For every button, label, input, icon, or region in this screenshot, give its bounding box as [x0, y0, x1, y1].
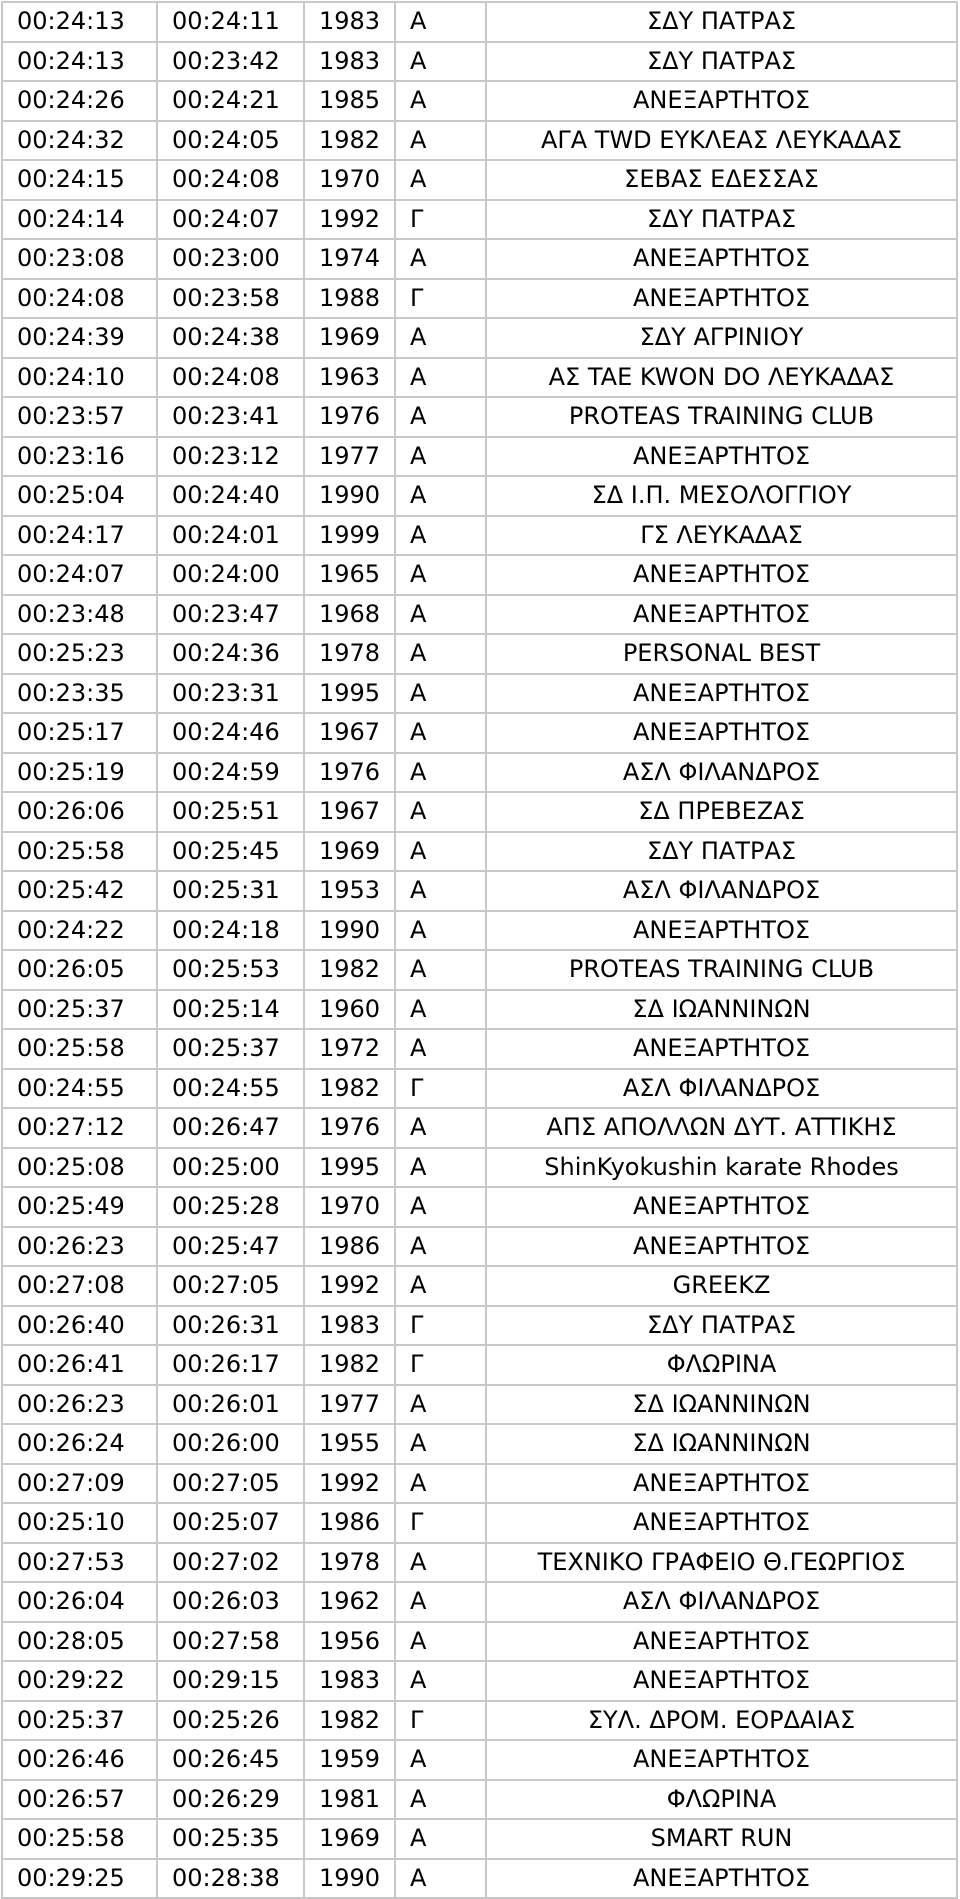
club-cell: ΑΣΛ ΦΙΛΑΝΔΡΟΣ	[486, 871, 957, 911]
table-row	[2, 911, 957, 951]
club-cell: ΤΕΧΝΙΚΟ ΓΡΑΦΕΙΟ Θ.ΓΕΩΡΓΙΟΣ	[486, 1543, 957, 1583]
gender-cell: Γ	[395, 279, 486, 319]
club-cell: ΑΝΕΞΑΡΤΗΤΟΣ	[486, 911, 957, 951]
table-row	[2, 792, 957, 832]
gender-cell: Α	[395, 753, 486, 793]
chip-time-cell: 00:24:07	[157, 200, 304, 240]
gender-cell: Α	[395, 832, 486, 872]
birth-year-cell: 1995	[304, 1148, 395, 1188]
club-cell: ΣΔΥ ΠΑΤΡΑΣ	[486, 1306, 957, 1346]
table-row	[2, 437, 957, 477]
chip-time-cell: 00:24:08	[157, 160, 304, 200]
table-row	[2, 595, 957, 635]
birth-year-cell: 1985	[304, 81, 395, 121]
club-cell: ΑΝΕΞΑΡΤΗΤΟΣ	[486, 81, 957, 121]
chip-time-cell: 00:24:05	[157, 121, 304, 161]
gun-time-cell: 00:24:08	[2, 279, 157, 319]
gun-time-cell: 00:25:37	[2, 990, 157, 1030]
club-cell: ΣΥΛ. ΔΡΟΜ. ΕΟΡΔΑΙΑΣ	[486, 1701, 957, 1741]
gender-cell: Α	[395, 950, 486, 990]
birth-year-cell: 1995	[304, 674, 395, 714]
gender-cell: Α	[395, 1227, 486, 1267]
club-cell: ΣΔ Ι.Π. ΜΕΣΟΛΟΓΓΙΟΥ	[486, 476, 957, 516]
gun-time-cell: 00:26:04	[2, 1582, 157, 1622]
gender-cell: Α	[395, 437, 486, 477]
gun-time-cell: 00:27:09	[2, 1464, 157, 1504]
birth-year-cell: 1969	[304, 1819, 395, 1859]
table-row	[2, 476, 957, 516]
chip-time-cell: 00:27:58	[157, 1622, 304, 1662]
table-row	[2, 950, 957, 990]
birth-year-cell: 1999	[304, 516, 395, 556]
gun-time-cell: 00:24:39	[2, 318, 157, 358]
chip-time-cell: 00:27:05	[157, 1464, 304, 1504]
gun-time-cell: 00:24:15	[2, 160, 157, 200]
birth-year-cell: 1982	[304, 1345, 395, 1385]
club-cell: PERSONAL BEST	[486, 634, 957, 674]
chip-time-cell: 00:23:12	[157, 437, 304, 477]
gender-cell: Α	[395, 1187, 486, 1227]
table-row	[2, 279, 957, 319]
club-cell: ΑΝΕΞΑΡΤΗΤΟΣ	[486, 1503, 957, 1543]
club-cell: ΦΛΩΡΙΝΑ	[486, 1780, 957, 1820]
birth-year-cell: 1992	[304, 200, 395, 240]
birth-year-cell: 1982	[304, 1701, 395, 1741]
club-cell: PROTEAS TRAINING CLUB	[486, 950, 957, 990]
table-row	[2, 1819, 957, 1859]
club-cell: ΣΔΥ ΠΑΤΡΑΣ	[486, 200, 957, 240]
club-cell: ΣΔΥ ΠΑΤΡΑΣ	[486, 42, 957, 82]
chip-time-cell: 00:25:45	[157, 832, 304, 872]
chip-time-cell: 00:25:26	[157, 1701, 304, 1741]
results-table-body	[2, 2, 957, 1898]
gun-time-cell: 00:25:19	[2, 753, 157, 793]
gun-time-cell: 00:23:16	[2, 437, 157, 477]
gun-time-cell: 00:26:23	[2, 1385, 157, 1425]
table-row	[2, 1503, 957, 1543]
gender-cell: Α	[395, 595, 486, 635]
gun-time-cell: 00:28:05	[2, 1622, 157, 1662]
chip-time-cell: 00:29:15	[157, 1661, 304, 1701]
club-cell: ΑΝΕΞΑΡΤΗΤΟΣ	[486, 1464, 957, 1504]
gender-cell: Α	[395, 318, 486, 358]
club-cell: ΑΝΕΞΑΡΤΗΤΟΣ	[486, 1187, 957, 1227]
chip-time-cell: 00:24:00	[157, 555, 304, 595]
table-row	[2, 1266, 957, 1306]
birth-year-cell: 1967	[304, 713, 395, 753]
gun-time-cell: 00:24:32	[2, 121, 157, 161]
gender-cell: Α	[395, 1148, 486, 1188]
club-cell: ΑΝΕΞΑΡΤΗΤΟΣ	[486, 713, 957, 753]
gender-cell: Α	[395, 1661, 486, 1701]
club-cell: ΣΔ ΠΡΕΒΕΖΑΣ	[486, 792, 957, 832]
gun-time-cell: 00:26:41	[2, 1345, 157, 1385]
club-cell: ΑΝΕΞΑΡΤΗΤΟΣ	[486, 1859, 957, 1899]
chip-time-cell: 00:26:47	[157, 1108, 304, 1148]
chip-time-cell: 00:24:38	[157, 318, 304, 358]
chip-time-cell: 00:24:18	[157, 911, 304, 951]
birth-year-cell: 1976	[304, 1108, 395, 1148]
birth-year-cell: 1962	[304, 1582, 395, 1622]
table-row	[2, 832, 957, 872]
table-row	[2, 1227, 957, 1267]
birth-year-cell: 1990	[304, 911, 395, 951]
table-row	[2, 397, 957, 437]
birth-year-cell: 1982	[304, 950, 395, 990]
chip-time-cell: 00:28:38	[157, 1859, 304, 1899]
chip-time-cell: 00:23:47	[157, 595, 304, 635]
chip-time-cell: 00:27:05	[157, 1266, 304, 1306]
table-row	[2, 1582, 957, 1622]
gun-time-cell: 00:24:10	[2, 358, 157, 398]
birth-year-cell: 1990	[304, 476, 395, 516]
club-cell: ΑΣΛ ΦΙΛΑΝΔΡΟΣ	[486, 1582, 957, 1622]
gender-cell: Α	[395, 911, 486, 951]
table-row	[2, 634, 957, 674]
birth-year-cell: 1976	[304, 753, 395, 793]
gender-cell: Α	[395, 358, 486, 398]
table-row	[2, 1859, 957, 1899]
gender-cell: Α	[395, 1859, 486, 1899]
chip-time-cell: 00:26:29	[157, 1780, 304, 1820]
table-row	[2, 1424, 957, 1464]
table-row	[2, 1345, 957, 1385]
gender-cell: Α	[395, 1543, 486, 1583]
club-cell: ΑΝΕΞΑΡΤΗΤΟΣ	[486, 239, 957, 279]
table-row	[2, 990, 957, 1030]
table-row	[2, 1661, 957, 1701]
table-row	[2, 1069, 957, 1109]
chip-time-cell: 00:25:28	[157, 1187, 304, 1227]
chip-time-cell: 00:26:03	[157, 1582, 304, 1622]
chip-time-cell: 00:24:21	[157, 81, 304, 121]
birth-year-cell: 1972	[304, 1029, 395, 1069]
club-cell: ΑΝΕΞΑΡΤΗΤΟΣ	[486, 1622, 957, 1662]
table-row	[2, 42, 957, 82]
table-row	[2, 1622, 957, 1662]
chip-time-cell: 00:25:14	[157, 990, 304, 1030]
birth-year-cell: 1976	[304, 397, 395, 437]
table-row	[2, 121, 957, 161]
club-cell: ΣΕΒΑΣ ΕΔΕΣΣΑΣ	[486, 160, 957, 200]
club-cell: ΑΝΕΞΑΡΤΗΤΟΣ	[486, 1227, 957, 1267]
club-cell: ΑΝΕΞΑΡΤΗΤΟΣ	[486, 279, 957, 319]
gun-time-cell: 00:24:17	[2, 516, 157, 556]
gun-time-cell: 00:25:58	[2, 832, 157, 872]
birth-year-cell: 1965	[304, 555, 395, 595]
birth-year-cell: 1959	[304, 1740, 395, 1780]
birth-year-cell: 1983	[304, 1306, 395, 1346]
gun-time-cell: 00:26:23	[2, 1227, 157, 1267]
gender-cell: Γ	[395, 200, 486, 240]
gun-time-cell: 00:23:35	[2, 674, 157, 714]
gun-time-cell: 00:24:07	[2, 555, 157, 595]
gun-time-cell: 00:27:12	[2, 1108, 157, 1148]
gun-time-cell: 00:24:22	[2, 911, 157, 951]
table-row	[2, 200, 957, 240]
gender-cell: Α	[395, 1424, 486, 1464]
chip-time-cell: 00:24:46	[157, 713, 304, 753]
chip-time-cell: 00:26:45	[157, 1740, 304, 1780]
birth-year-cell: 1977	[304, 437, 395, 477]
table-row	[2, 1701, 957, 1741]
chip-time-cell: 00:25:31	[157, 871, 304, 911]
club-cell: ΑΝΕΞΑΡΤΗΤΟΣ	[486, 437, 957, 477]
club-cell: ShinKyokushin karate Rhodes	[486, 1148, 957, 1188]
gun-time-cell: 00:25:17	[2, 713, 157, 753]
club-cell: ΣΔΥ ΑΓΡΙΝΙΟΥ	[486, 318, 957, 358]
table-row	[2, 1029, 957, 1069]
table-row	[2, 555, 957, 595]
birth-year-cell: 1963	[304, 358, 395, 398]
gun-time-cell: 00:25:37	[2, 1701, 157, 1741]
birth-year-cell: 1978	[304, 634, 395, 674]
table-row	[2, 516, 957, 556]
birth-year-cell: 1970	[304, 160, 395, 200]
birth-year-cell: 1978	[304, 1543, 395, 1583]
table-row	[2, 1543, 957, 1583]
birth-year-cell: 1968	[304, 595, 395, 635]
gender-cell: Α	[395, 2, 486, 42]
gun-time-cell: 00:25:10	[2, 1503, 157, 1543]
table-row	[2, 674, 957, 714]
birth-year-cell: 1981	[304, 1780, 395, 1820]
club-cell: ΑΝΕΞΑΡΤΗΤΟΣ	[486, 595, 957, 635]
club-cell: ΑΝΕΞΑΡΤΗΤΟΣ	[486, 555, 957, 595]
club-cell: ΑΣΛ ΦΙΛΑΝΔΡΟΣ	[486, 753, 957, 793]
gun-time-cell: 00:25:04	[2, 476, 157, 516]
birth-year-cell: 1955	[304, 1424, 395, 1464]
gender-cell: Γ	[395, 1503, 486, 1543]
gun-time-cell: 00:25:58	[2, 1819, 157, 1859]
table-row	[2, 160, 957, 200]
gender-cell: Α	[395, 42, 486, 82]
gender-cell: Γ	[395, 1345, 486, 1385]
birth-year-cell: 1977	[304, 1385, 395, 1425]
gender-cell: Α	[395, 1464, 486, 1504]
gender-cell: Γ	[395, 1306, 486, 1346]
club-cell: ΣΔ ΙΩΑΝΝΙΝΩΝ	[486, 1385, 957, 1425]
gun-time-cell: 00:27:53	[2, 1543, 157, 1583]
gun-time-cell: 00:24:14	[2, 200, 157, 240]
gun-time-cell: 00:23:08	[2, 239, 157, 279]
gender-cell: Α	[395, 397, 486, 437]
gender-cell: Γ	[395, 1701, 486, 1741]
table-row	[2, 1108, 957, 1148]
club-cell: ΦΛΩΡΙΝΑ	[486, 1345, 957, 1385]
gender-cell: Α	[395, 1582, 486, 1622]
gun-time-cell: 00:23:57	[2, 397, 157, 437]
gender-cell: Α	[395, 239, 486, 279]
chip-time-cell: 00:25:47	[157, 1227, 304, 1267]
chip-time-cell: 00:23:31	[157, 674, 304, 714]
gender-cell: Γ	[395, 1069, 486, 1109]
chip-time-cell: 00:23:41	[157, 397, 304, 437]
gender-cell: Α	[395, 1622, 486, 1662]
table-row	[2, 753, 957, 793]
club-cell: ΑΓΑ TWD ΕΥΚΛΕΑΣ ΛΕΥΚΑΔΑΣ	[486, 121, 957, 161]
chip-time-cell: 00:26:31	[157, 1306, 304, 1346]
gender-cell: Α	[395, 792, 486, 832]
gun-time-cell: 00:24:26	[2, 81, 157, 121]
club-cell: ΑΣ TAE KWON DO ΛΕΥΚΑΔΑΣ	[486, 358, 957, 398]
table-row	[2, 2, 957, 42]
birth-year-cell: 1988	[304, 279, 395, 319]
club-cell: PROTEAS TRAINING CLUB	[486, 397, 957, 437]
gun-time-cell: 00:26:05	[2, 950, 157, 990]
gender-cell: Α	[395, 674, 486, 714]
table-row	[2, 713, 957, 753]
gender-cell: Α	[395, 1740, 486, 1780]
club-cell: ΑΠΣ ΑΠΟΛΛΩΝ ΔΥΤ. ΑΤΤΙΚΗΣ	[486, 1108, 957, 1148]
birth-year-cell: 1982	[304, 1069, 395, 1109]
gender-cell: Α	[395, 1108, 486, 1148]
birth-year-cell: 1969	[304, 318, 395, 358]
chip-time-cell: 00:24:40	[157, 476, 304, 516]
birth-year-cell: 1974	[304, 239, 395, 279]
birth-year-cell: 1982	[304, 121, 395, 161]
gender-cell: Α	[395, 990, 486, 1030]
table-row	[2, 358, 957, 398]
birth-year-cell: 1960	[304, 990, 395, 1030]
club-cell: ΣΔ ΙΩΑΝΝΙΝΩΝ	[486, 1424, 957, 1464]
table-row	[2, 1740, 957, 1780]
chip-time-cell: 00:24:01	[157, 516, 304, 556]
birth-year-cell: 1967	[304, 792, 395, 832]
gender-cell: Α	[395, 634, 486, 674]
birth-year-cell: 1986	[304, 1503, 395, 1543]
gender-cell: Α	[395, 555, 486, 595]
chip-time-cell: 00:25:53	[157, 950, 304, 990]
gun-time-cell: 00:25:08	[2, 1148, 157, 1188]
chip-time-cell: 00:25:07	[157, 1503, 304, 1543]
gun-time-cell: 00:23:48	[2, 595, 157, 635]
club-cell: ΑΣΛ ΦΙΛΑΝΔΡΟΣ	[486, 1069, 957, 1109]
gender-cell: Α	[395, 81, 486, 121]
gender-cell: Α	[395, 1780, 486, 1820]
gun-time-cell: 00:26:57	[2, 1780, 157, 1820]
gun-time-cell: 00:25:58	[2, 1029, 157, 1069]
chip-time-cell: 00:25:51	[157, 792, 304, 832]
gender-cell: Α	[395, 1266, 486, 1306]
gun-time-cell: 00:26:06	[2, 792, 157, 832]
gun-time-cell: 00:29:22	[2, 1661, 157, 1701]
birth-year-cell: 1983	[304, 42, 395, 82]
chip-time-cell: 00:23:42	[157, 42, 304, 82]
chip-time-cell: 00:24:59	[157, 753, 304, 793]
club-cell: ΣΔΥ ΠΑΤΡΑΣ	[486, 832, 957, 872]
club-cell: ΓΣ ΛΕΥΚΑΔΑΣ	[486, 516, 957, 556]
birth-year-cell: 1992	[304, 1464, 395, 1504]
gender-cell: Α	[395, 476, 486, 516]
chip-time-cell: 00:23:58	[157, 279, 304, 319]
table-row	[2, 81, 957, 121]
birth-year-cell: 1956	[304, 1622, 395, 1662]
chip-time-cell: 00:24:11	[157, 2, 304, 42]
table-row	[2, 318, 957, 358]
birth-year-cell: 1970	[304, 1187, 395, 1227]
gun-time-cell: 00:29:25	[2, 1859, 157, 1899]
chip-time-cell: 00:26:17	[157, 1345, 304, 1385]
chip-time-cell: 00:25:00	[157, 1148, 304, 1188]
chip-time-cell: 00:27:02	[157, 1543, 304, 1583]
gun-time-cell: 00:26:40	[2, 1306, 157, 1346]
gun-time-cell: 00:26:24	[2, 1424, 157, 1464]
chip-time-cell: 00:26:00	[157, 1424, 304, 1464]
chip-time-cell: 00:25:35	[157, 1819, 304, 1859]
table-row	[2, 1148, 957, 1188]
table-row	[2, 871, 957, 911]
club-cell: GREEKZ	[486, 1266, 957, 1306]
table-row	[2, 1306, 957, 1346]
gender-cell: Α	[395, 516, 486, 556]
gender-cell: Α	[395, 1819, 486, 1859]
gun-time-cell: 00:25:49	[2, 1187, 157, 1227]
table-row	[2, 1780, 957, 1820]
birth-year-cell: 1986	[304, 1227, 395, 1267]
gun-time-cell: 00:24:13	[2, 42, 157, 82]
table-row	[2, 1464, 957, 1504]
club-cell: ΑΝΕΞΑΡΤΗΤΟΣ	[486, 1661, 957, 1701]
club-cell: ΣΔ ΙΩΑΝΝΙΝΩΝ	[486, 990, 957, 1030]
club-cell: SMART RUN	[486, 1819, 957, 1859]
results-table	[1, 1, 958, 1899]
gun-time-cell: 00:24:13	[2, 2, 157, 42]
gun-time-cell: 00:24:55	[2, 1069, 157, 1109]
table-row	[2, 1187, 957, 1227]
club-cell: ΣΔΥ ΠΑΤΡΑΣ	[486, 2, 957, 42]
gender-cell: Α	[395, 1385, 486, 1425]
gun-time-cell: 00:25:42	[2, 871, 157, 911]
gender-cell: Α	[395, 121, 486, 161]
birth-year-cell: 1983	[304, 1661, 395, 1701]
table-row	[2, 1385, 957, 1425]
birth-year-cell: 1990	[304, 1859, 395, 1899]
birth-year-cell: 1983	[304, 2, 395, 42]
chip-time-cell: 00:24:55	[157, 1069, 304, 1109]
chip-time-cell: 00:24:36	[157, 634, 304, 674]
gender-cell: Α	[395, 871, 486, 911]
birth-year-cell: 1992	[304, 1266, 395, 1306]
gun-time-cell: 00:26:46	[2, 1740, 157, 1780]
club-cell: ΑΝΕΞΑΡΤΗΤΟΣ	[486, 1029, 957, 1069]
club-cell: ΑΝΕΞΑΡΤΗΤΟΣ	[486, 674, 957, 714]
gender-cell: Α	[395, 1029, 486, 1069]
gun-time-cell: 00:25:23	[2, 634, 157, 674]
chip-time-cell: 00:23:00	[157, 239, 304, 279]
gender-cell: Α	[395, 713, 486, 753]
birth-year-cell: 1953	[304, 871, 395, 911]
chip-time-cell: 00:26:01	[157, 1385, 304, 1425]
birth-year-cell: 1969	[304, 832, 395, 872]
chip-time-cell: 00:24:08	[157, 358, 304, 398]
table-row	[2, 239, 957, 279]
gun-time-cell: 00:27:08	[2, 1266, 157, 1306]
chip-time-cell: 00:25:37	[157, 1029, 304, 1069]
club-cell: ΑΝΕΞΑΡΤΗΤΟΣ	[486, 1740, 957, 1780]
gender-cell: Α	[395, 160, 486, 200]
